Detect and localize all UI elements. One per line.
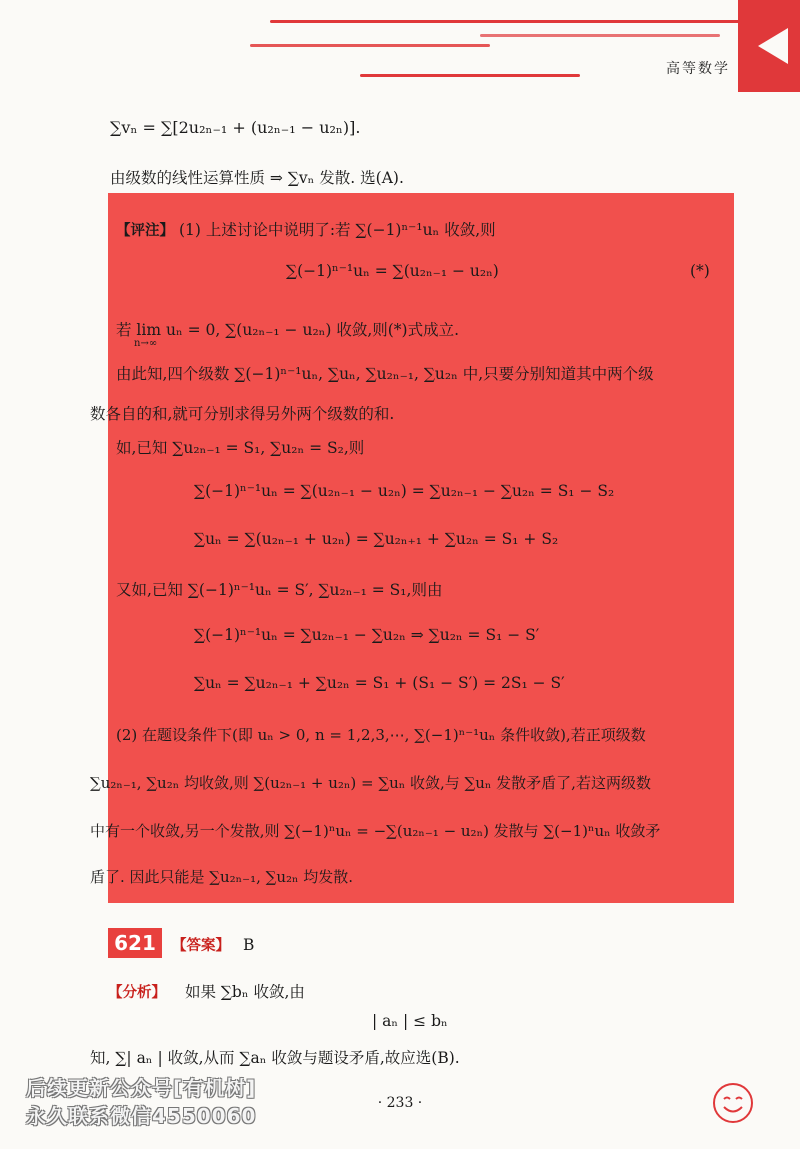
- remark-p6c: 中有一个收敛,另一个发散,则 ∑(−1)ⁿuₙ = −∑(u₂ₙ₋₁ − u₂ₙ) 发散与 ∑(−1)ⁿuₙ 收敛矛: [90, 822, 661, 840]
- watermark-line-1: 后续更新公众号[有机树]: [26, 1076, 257, 1100]
- page-number: · 233 ·: [377, 1095, 423, 1111]
- remark-eq4: ∑(−1)ⁿ⁻¹uₙ = ∑u₂ₙ₋₁ − ∑u₂ₙ ⇒ ∑u₂ₙ = S₁ − S′: [194, 626, 540, 644]
- equation-vn: ∑vₙ = ∑[2u₂ₙ₋₁ + (u₂ₙ₋₁ − u₂ₙ)].: [110, 118, 361, 137]
- remark-eq5: ∑uₙ = ∑u₂ₙ₋₁ + ∑u₂ₙ = S₁ + (S₁ − S′) = 2S₁ − S′: [194, 674, 565, 692]
- remark-p6b: ∑u₂ₙ₋₁, ∑u₂ₙ 均收敛,则 ∑(u₂ₙ₋₁ + u₂ₙ) = ∑uₙ 收敛,与 ∑uₙ 发散矛盾了,若这两级数: [90, 774, 651, 792]
- smiley-icon: [712, 1082, 754, 1124]
- answer-tag: 【答案】: [172, 938, 230, 954]
- remark-p6a: (2) 在题设条件下(即 uₙ > 0, n = 1,2,3,⋯, ∑(−1)ⁿ⁻¹uₙ 条件收敛),若正项级数: [116, 726, 646, 744]
- header-stripe-1: [270, 20, 740, 23]
- remark-tag: 【评注】: [116, 223, 174, 239]
- remark-panel: [108, 193, 734, 903]
- remark-eq3: ∑uₙ = ∑(u₂ₙ₋₁ + u₂ₙ) = ∑u₂ₙ₊₁ + ∑u₂ₙ = S₁ + S₂: [194, 530, 559, 548]
- remark-p2-text: 若 lim uₙ = 0, ∑(u₂ₙ₋₁ − u₂ₙ) 收敛,则(*)式成立.: [116, 321, 460, 339]
- remark-p1-text: (1) 上述讨论中说明了:若 ∑(−1)ⁿ⁻¹uₙ 收敛,则: [178, 221, 496, 239]
- answer-line: [172, 934, 254, 955]
- remark-p2-limit-sub: n→∞: [134, 338, 158, 349]
- remark-eq1: ∑(−1)ⁿ⁻¹uₙ = ∑(u₂ₙ₋₁ − u₂ₙ): [286, 262, 499, 280]
- remark-p3a: 由此知,四个级数 ∑(−1)ⁿ⁻¹uₙ, ∑uₙ, ∑u₂ₙ₋₁, ∑u₂ₙ 中,只要分别知道其中两个级: [116, 365, 654, 383]
- remark-p5: 又如,已知 ∑(−1)ⁿ⁻¹uₙ = S′, ∑u₂ₙ₋₁ = S₁,则由: [116, 581, 443, 599]
- header-title: 高等数学: [666, 61, 730, 77]
- remark-p4: 如,已知 ∑u₂ₙ₋₁ = S₁, ∑u₂ₙ = S₂,则: [116, 439, 365, 457]
- remark-eq1-mark: (*): [690, 262, 710, 280]
- header-stripe-4: [360, 74, 580, 77]
- answer-value: B: [242, 936, 255, 954]
- analysis-tag: 【分析】: [108, 985, 166, 1001]
- remark-eq2: ∑(−1)ⁿ⁻¹uₙ = ∑(u₂ₙ₋₁ − u₂ₙ) = ∑u₂ₙ₋₁ − ∑u₂ₙ = S₁ − S₂: [194, 482, 615, 500]
- remark-p2: [116, 318, 459, 340]
- analysis-text: 如果 ∑bₙ 收敛,由: [184, 983, 305, 1001]
- remark-p6d: 盾了. 因此只能是 ∑u₂ₙ₋₁, ∑u₂ₙ 均发散.: [90, 868, 354, 886]
- remark-p3b: 数各自的和,就可分别求得另外两个级数的和.: [90, 405, 395, 423]
- analysis-line: [108, 980, 305, 1002]
- analysis-inequality: | aₙ | ≤ bₙ: [372, 1012, 448, 1030]
- problem-number-badge: 621: [108, 928, 162, 958]
- header-stripe-2: [250, 44, 490, 47]
- watermark-line-2: 永久联系微信4550060: [26, 1104, 257, 1128]
- conclusion-line: 由级数的线性运算性质 ⇒ ∑vₙ 发散. 选(A).: [110, 169, 404, 187]
- header-stripe-3: [480, 34, 720, 37]
- corner-arrow-icon: [738, 0, 800, 92]
- remark-p1: [116, 218, 496, 240]
- analysis-conclusion: 知, ∑| aₙ | 收敛,从而 ∑aₙ 收敛与题设矛盾,故应选(B).: [90, 1049, 460, 1067]
